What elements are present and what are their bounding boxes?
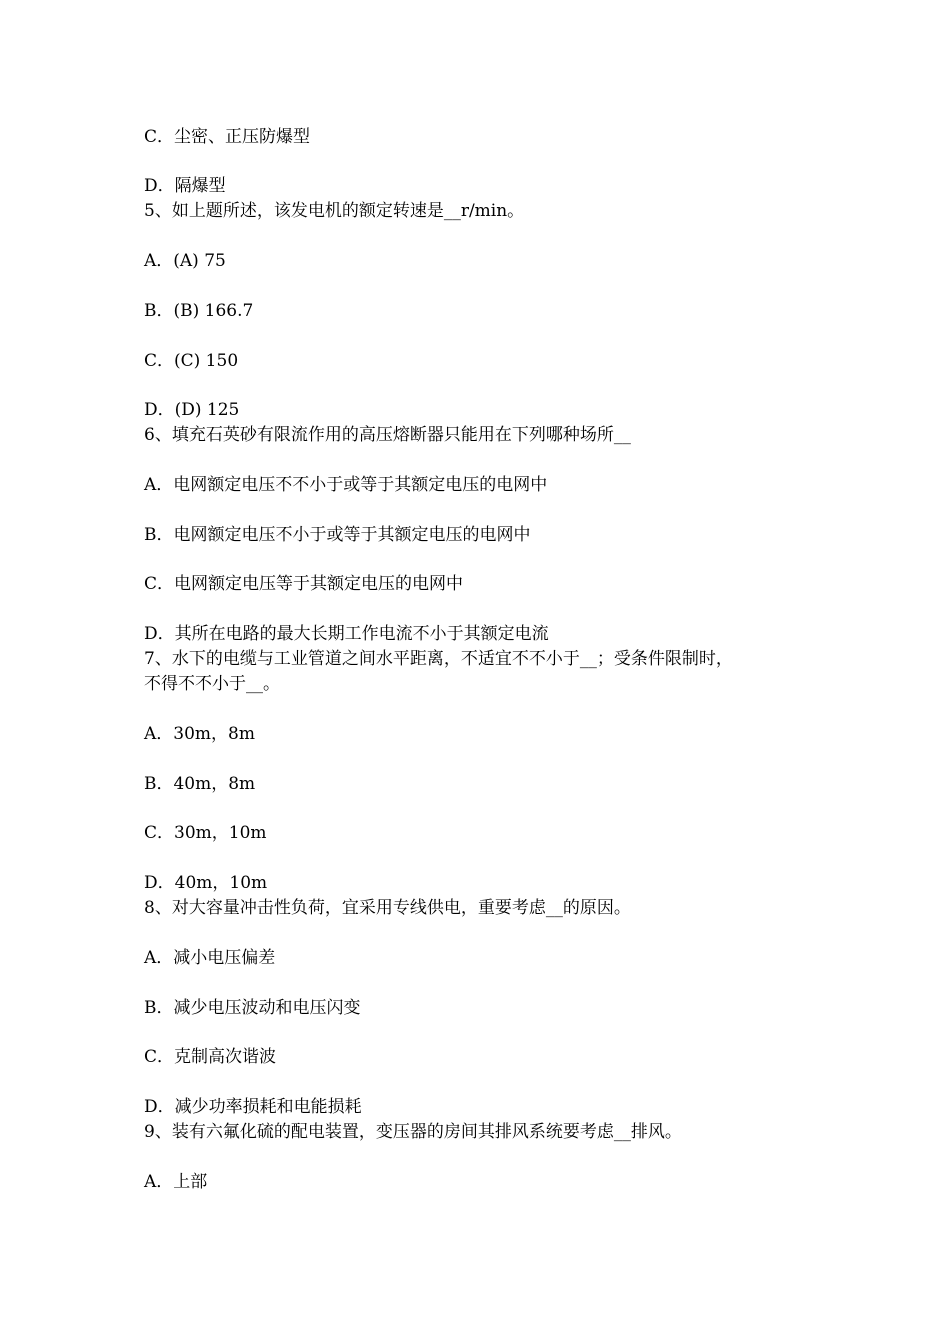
question-9: 9、装有六氟化硫的配电装置，变压器的房间其排风系统要考虑__排风。 — [144, 1122, 682, 1142]
q8-option-b: B．减少电压波动和电压闪变 — [144, 998, 361, 1018]
q9-option-a: A．上部 — [144, 1172, 208, 1192]
q6-option-d: D．其所在电路的最大长期工作电流不小于其额定电流 — [144, 624, 549, 644]
q6-option-b: B．电网额定电压不小于或等于其额定电压的电网中 — [144, 525, 531, 545]
q8-option-a: A．减小电压偏差 — [144, 948, 276, 968]
q7-option-a: A．30m，8m — [144, 724, 255, 744]
q5-option-c: C．(C) 150 — [144, 351, 239, 371]
q7-option-c: C．30m，10m — [144, 823, 267, 843]
q5-option-d: D．(D) 125 — [144, 400, 240, 420]
q4-option-d: D．隔爆型 — [144, 176, 226, 196]
q8-option-d: D．减少功率损耗和电能损耗 — [144, 1097, 362, 1117]
q4-option-c: C．尘密、正压防爆型 — [144, 127, 311, 147]
question-5: 5、如上题所述，该发电机的额定转速是__r/min。 — [144, 201, 525, 221]
q6-option-a: A．电网额定电压不不小于或等于其额定电压的电网中 — [144, 475, 548, 495]
q6-option-c: C．电网额定电压等于其额定电压的电网中 — [144, 574, 464, 594]
q7-option-b: B．40m，8m — [144, 774, 256, 794]
q7-option-d: D．40m，10m — [144, 873, 268, 893]
question-8: 8、对大容量冲击性负荷，宜采用专线供电，重要考虑__的原因。 — [144, 898, 631, 918]
question-6: 6、填充石英砂有限流作用的高压熔断器只能用在下列哪种场所__ — [144, 425, 631, 445]
question-7-continued: 不得不不小于__。 — [144, 674, 280, 694]
q5-option-b: B．(B) 166.7 — [144, 301, 254, 321]
question-7: 7、水下的电缆与工业管道之间水平距离，不适宜不不小于__；受条件限制时， — [144, 649, 733, 669]
q8-option-c: C．克制高次谐波 — [144, 1047, 277, 1067]
q5-option-a: A．(A) 75 — [144, 251, 226, 271]
